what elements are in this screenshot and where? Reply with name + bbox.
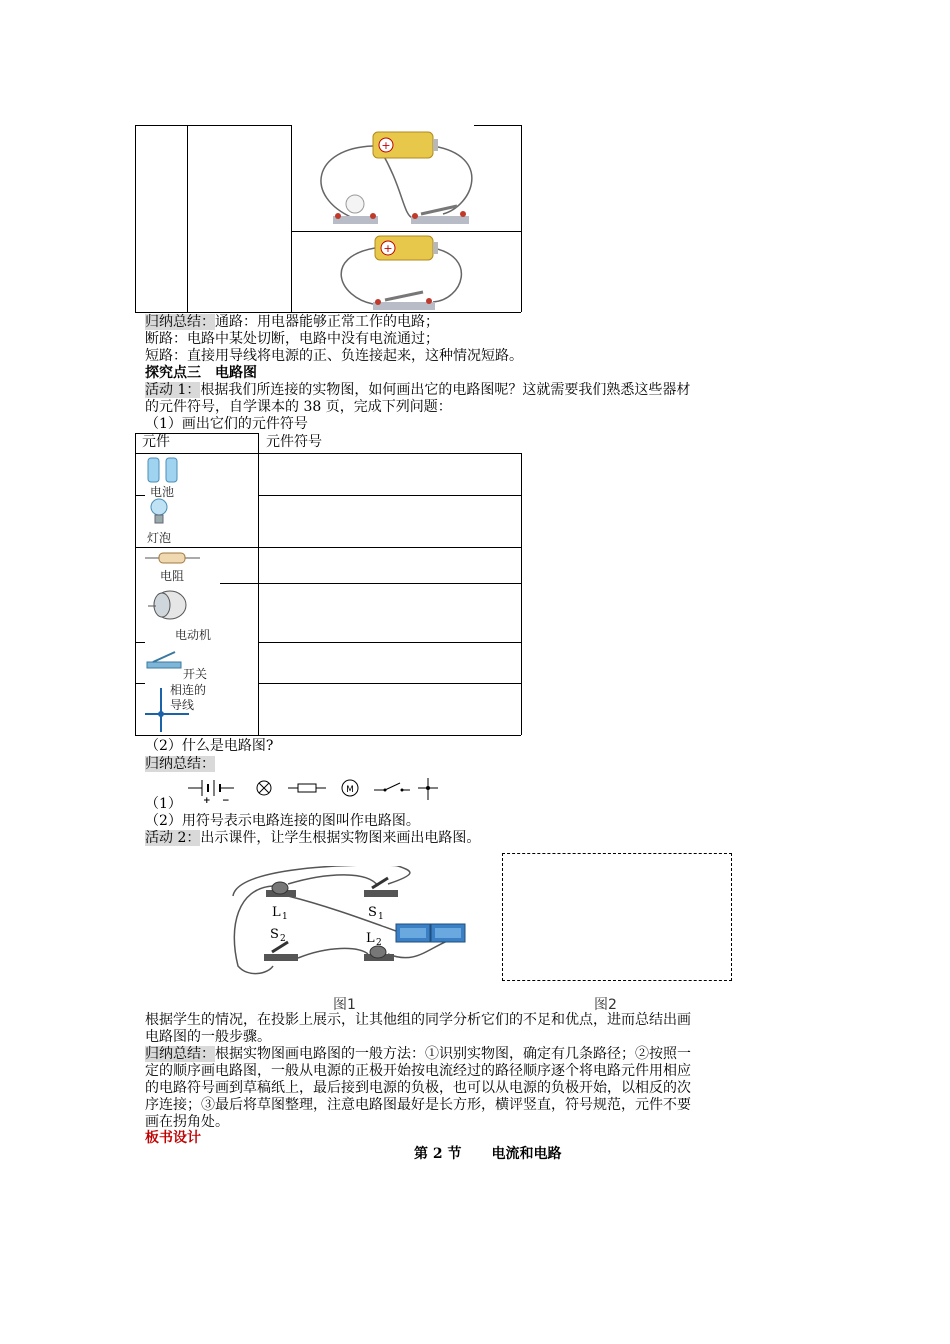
switch-base-icon bbox=[411, 216, 469, 224]
label-s1: S bbox=[368, 905, 377, 920]
board-heading-title: 电流和电路 bbox=[491, 1146, 562, 1162]
circuit-symbols-row bbox=[188, 776, 448, 804]
table-header-component: 元件 bbox=[142, 434, 170, 450]
motor-photo-icon bbox=[148, 588, 192, 622]
lamp-symbol-icon bbox=[257, 781, 271, 795]
summary2-item2: （2）用符号表示电路连接的图叫作电路图。 bbox=[145, 813, 420, 829]
resistor-photo-icon bbox=[145, 550, 200, 566]
bulb-photo-icon bbox=[148, 497, 172, 527]
summary2-label-line bbox=[145, 756, 215, 773]
board-heading bbox=[414, 1146, 562, 1163]
paragraph-line1: 根据学生的情况，在投影上展示，让其他组的同学分析它们的不足和优点，进而总结出画 bbox=[145, 1012, 691, 1028]
summary3-label: 归纳总结： bbox=[145, 1046, 215, 1062]
table-row-motor-label: 电动机 bbox=[175, 628, 212, 642]
summary3-line1: 归纳总结：根据实物图画电路图的一般方法：①识别实物图，确定有几条路径；②按照一 bbox=[145, 1046, 691, 1062]
question-2: （2）什么是电路图? bbox=[145, 738, 274, 754]
switch-base-icon bbox=[373, 302, 435, 310]
switch-s2-icon bbox=[264, 942, 298, 961]
table-row-wire-label: 相连的 导线 bbox=[170, 683, 207, 712]
board-heading-section: 第 2 节 bbox=[414, 1146, 462, 1162]
summary1-line1: 归纳总结：通路：用电器能够正常工作的电路； bbox=[145, 314, 439, 330]
motor-letter: M bbox=[346, 785, 354, 795]
label-l2-sub: 2 bbox=[376, 938, 382, 948]
label-s2-sub: 2 bbox=[280, 934, 286, 944]
activity2-line: 活动 2：出示课件，让学生根据实物图来画出电路图。 bbox=[145, 830, 481, 846]
resistor-symbol-icon bbox=[288, 784, 326, 792]
table-row-switch-label: 开关 bbox=[183, 667, 208, 681]
activity1-label: 活动 1： bbox=[145, 382, 201, 398]
summary2-item1: （1） bbox=[145, 796, 182, 812]
figure2-drawing-box bbox=[502, 853, 732, 981]
table-row-resistor-label: 电阻 bbox=[160, 569, 185, 583]
table-header-symbol: 元件符号 bbox=[266, 434, 322, 450]
label-l1-sub: 1 bbox=[282, 912, 288, 922]
activity1-line2: 的元件符号，自学课本的 38 页，完成下列问题： bbox=[145, 399, 452, 415]
summary1-line2: 断路：电路中某处切断，电路中没有电流通过； bbox=[145, 331, 439, 347]
activity2-label: 活动 2： bbox=[145, 830, 201, 846]
summary1-label: 归纳总结： bbox=[145, 314, 215, 330]
switch-photo-icon bbox=[145, 648, 185, 672]
battery-symbol-icon bbox=[188, 780, 234, 804]
summary1-line3: 短路：直接用导线将电源的正、负连接起来，这种情况短路。 bbox=[145, 348, 523, 364]
summary3-line3: 的电路符号画到草稿纸上，最后接到电源的负极，也可以从电源的负极开始，以相反的次 bbox=[145, 1080, 691, 1096]
paragraph-line2: 电路图的一般步骤。 bbox=[145, 1029, 271, 1045]
activity1-line1: 活动 1：根据我们所连接的实物图，如何画出它的电路图呢？这就需要我们熟悉这些器材 bbox=[145, 382, 691, 398]
figure2-caption: 图2 bbox=[594, 997, 617, 1013]
battery-photo-icon bbox=[146, 456, 186, 484]
label-s2: S bbox=[270, 927, 279, 942]
switch-symbol-icon bbox=[374, 783, 410, 792]
figure1-circuit bbox=[228, 866, 478, 981]
table-row-bulb-label: 灯泡 bbox=[147, 531, 172, 545]
circuit-photo-short bbox=[293, 232, 519, 312]
summary3-line4: 序连接；③最后将草图整理，注意电路图最好是长方形，横评竖直，符号规范，元件不要 bbox=[145, 1097, 691, 1113]
summary2-label: 归纳总结： bbox=[145, 756, 215, 772]
battery-plus-label: + bbox=[203, 796, 211, 804]
svg-text:+: + bbox=[381, 139, 391, 152]
label-s1-sub: 1 bbox=[378, 912, 384, 922]
label-l2: L bbox=[366, 931, 375, 946]
section-title: 探究点三 电路图 bbox=[145, 365, 257, 381]
summary3-line5: 画在拐角处。 bbox=[145, 1114, 229, 1130]
figure1-caption: 图1 bbox=[333, 997, 356, 1013]
board-design-title: 板书设计 bbox=[145, 1130, 201, 1146]
circuit-photo-closed bbox=[293, 126, 519, 231]
battery-minus-label: − bbox=[222, 796, 230, 804]
summary3-line2: 定的顺序画电路图，一般从电源的正极开始按电流经过的路径顺序逐个将电路元件用相应 bbox=[145, 1063, 691, 1079]
question-1: （1）画出它们的元件符号 bbox=[145, 416, 308, 432]
switch-s1-icon bbox=[364, 878, 398, 897]
svg-text:+: + bbox=[383, 242, 393, 255]
bulb-icon bbox=[346, 195, 364, 213]
battery-pack-icon bbox=[396, 924, 465, 942]
table-row-battery-label: 电池 bbox=[150, 485, 175, 499]
label-l1: L bbox=[272, 905, 281, 920]
lamp-l2-icon bbox=[364, 946, 394, 961]
junction-symbol-icon bbox=[418, 778, 438, 800]
motor-symbol-icon bbox=[342, 780, 358, 796]
lamp-l1-icon bbox=[266, 882, 296, 897]
